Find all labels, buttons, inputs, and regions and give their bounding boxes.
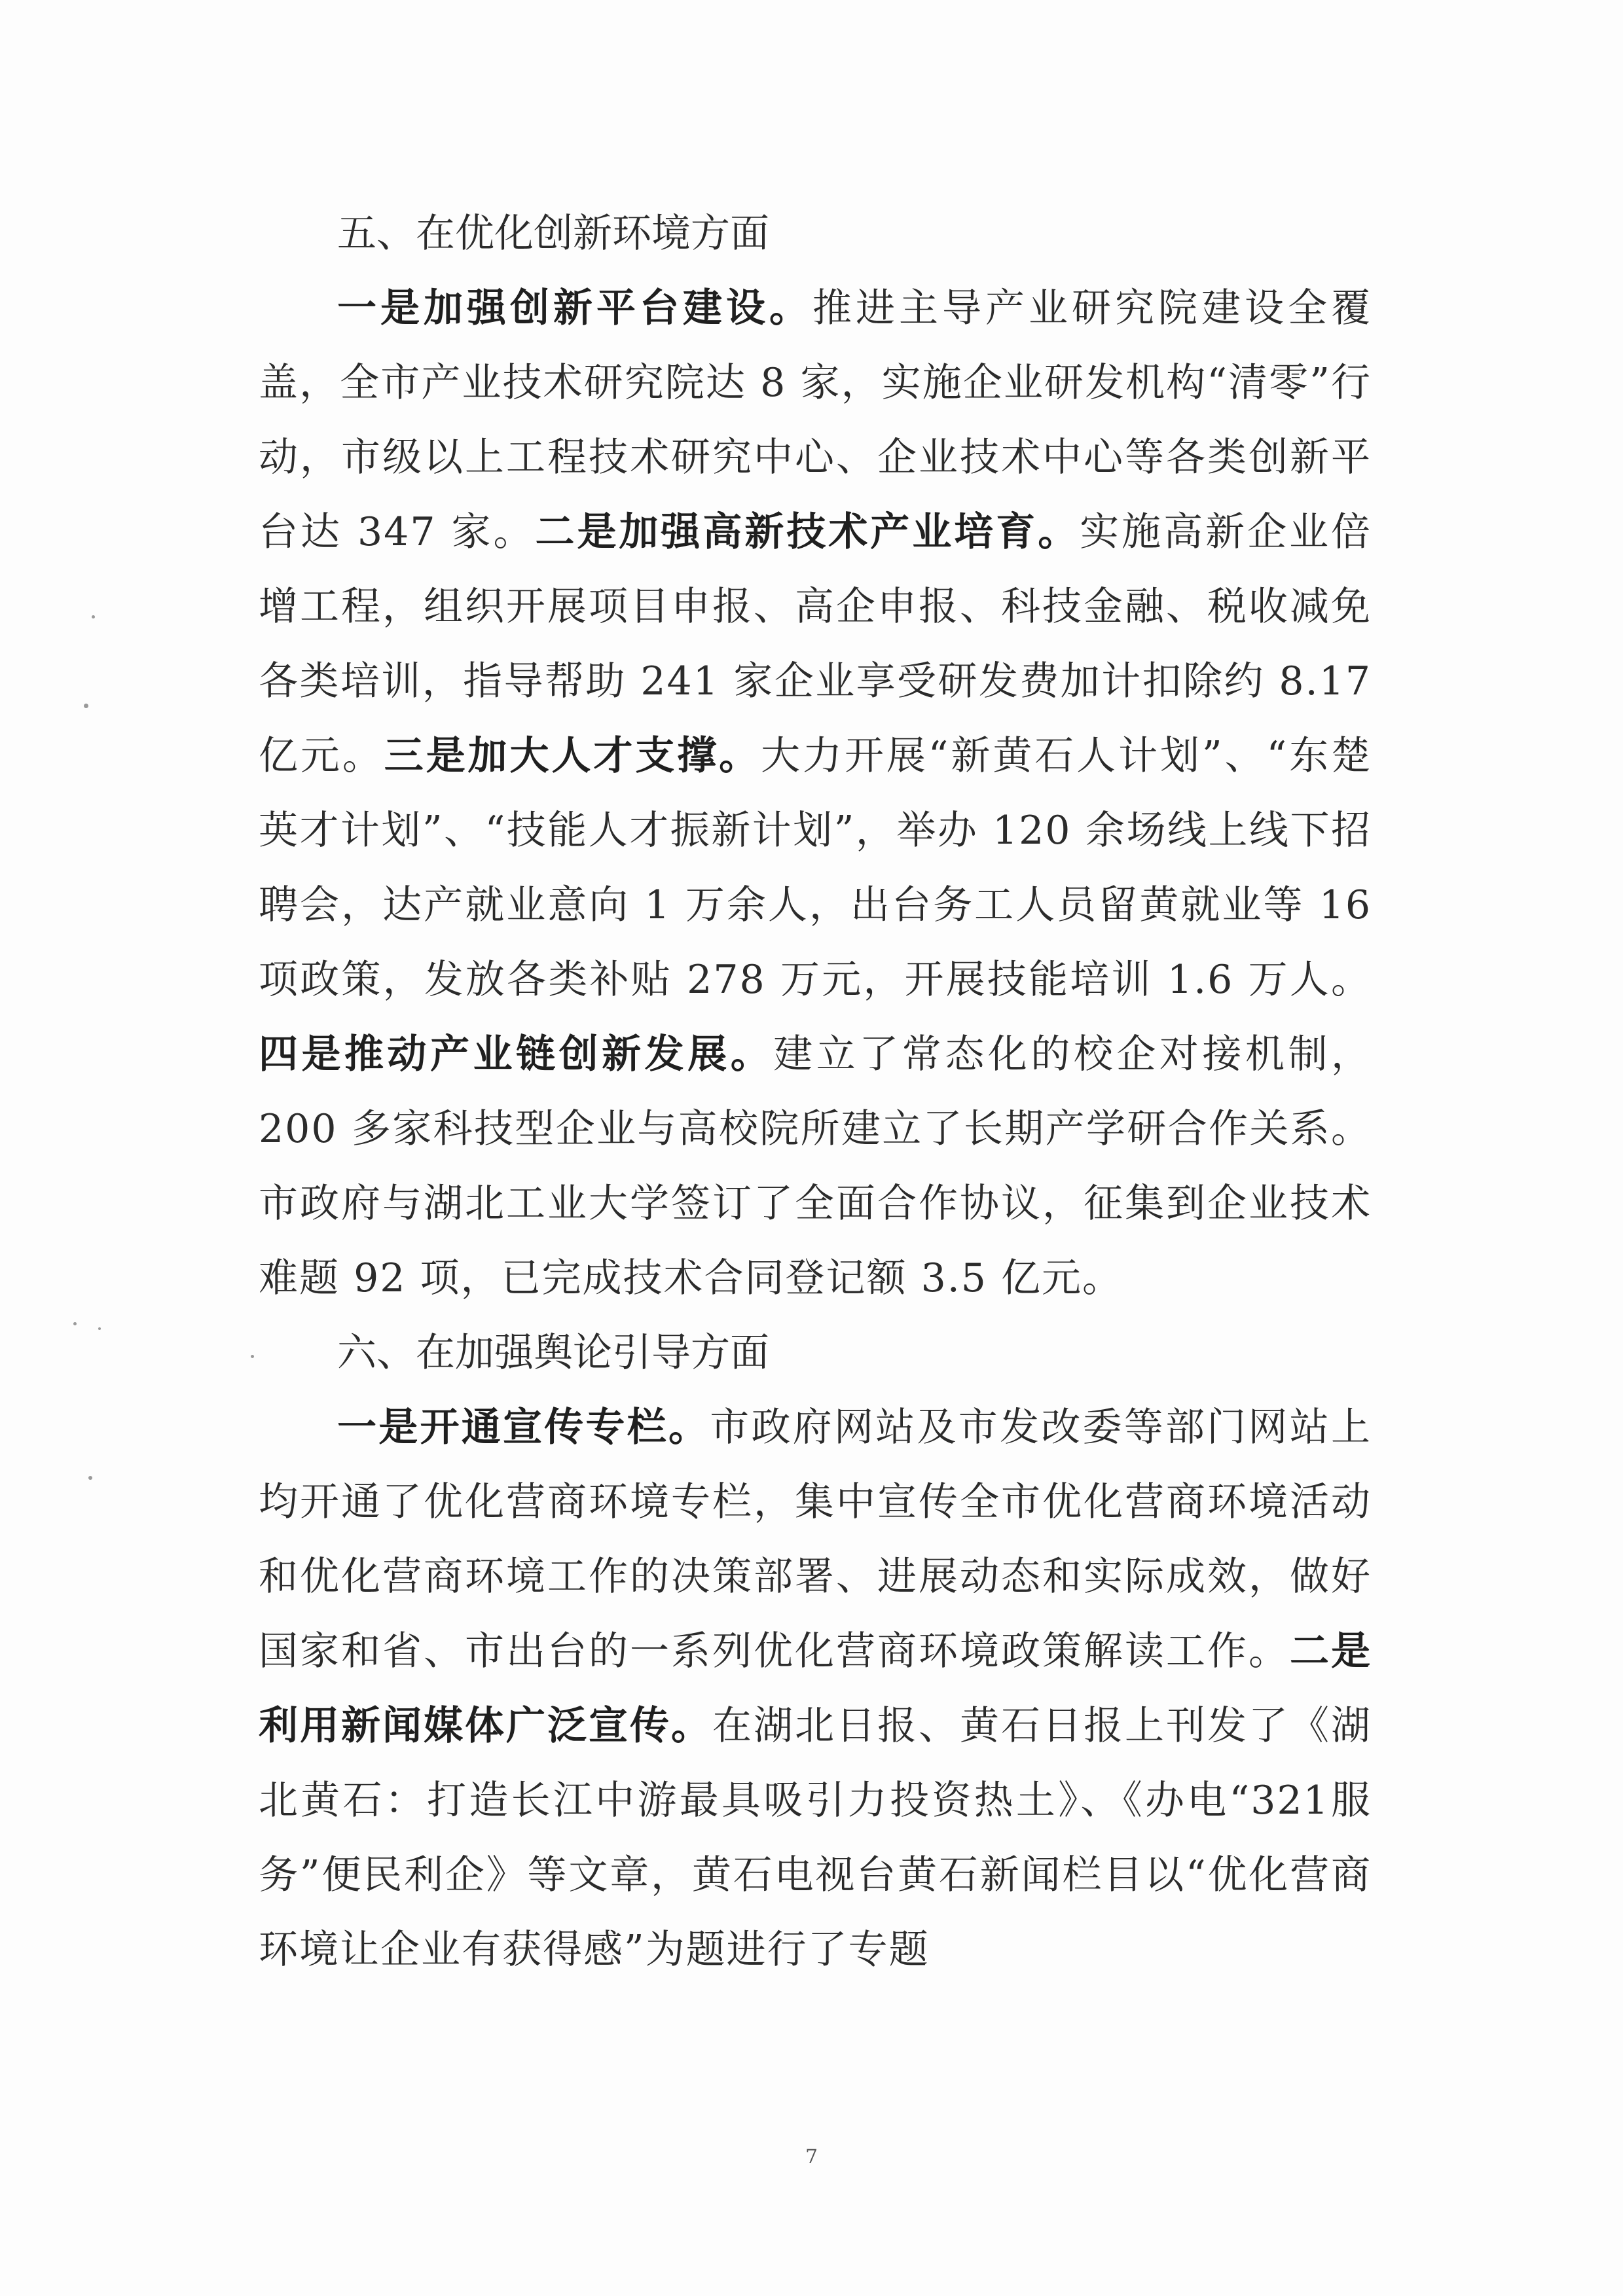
scan-speck [98, 1327, 101, 1330]
scan-speck [251, 1355, 254, 1358]
key-point-talent: 三是加大人才支撑。 [384, 733, 761, 779]
detail-text: 建立了常态化的校企对接机制，200 多家科技型企业与高校院所建立了长期产学研合作关系。市政府与湖北工业大学签订了全面合作协议，征集到企业技术难题 92 项，已完成技术合同登记额 3.5 亿元。 [259, 1031, 1372, 1301]
document-body [259, 196, 1372, 1987]
scan-speck [88, 1476, 92, 1480]
detail-text: 大力开展“新黄石人计划”、“东楚英才计划”、“技能人才振新计划”，举办 120 余场线上线下招聘会，达产就业意向 1 万余人，出台务工人员留黄就业等 16 项政策，发放各类补贴 278 万元，开展技能培训 1.6 万人。 [259, 733, 1372, 1003]
scan-speck [84, 704, 88, 708]
key-point-industry-chain: 四是推动产业链创新发展。 [259, 1031, 774, 1077]
section-paragraph-publicity [259, 1390, 1372, 1987]
section-heading-innovation: 五、在优化创新环境方面 [337, 211, 769, 257]
key-point-platform: 一是加强创新平台建设。 [337, 285, 812, 331]
scan-speck [92, 615, 95, 619]
scan-speck [73, 1322, 77, 1325]
detail-text: 实施高新企业倍增工程，组织开展项目申报、高企申报、科技金融、税收减免各类培训，指导帮助 241 家企业享受研发费加计扣除约 8.17 亿元。 [259, 509, 1372, 779]
detail-text: 推进主导产业研究院建设全覆盖，全市产业技术研究院达 8 家，实施企业研发机构“清零”行动，市级以上工程技术研究中心、企业技术中心等各类创新平台达 347 家。 [259, 285, 1372, 555]
key-point-media: 二是利用新闻媒体广泛宣传。 [259, 1628, 1372, 1749]
detail-text: 在湖北日报、黄石日报上刊发了《湖北黄石：打造长江中游最具吸引力投资热土》、《办电“321服务”便民利企》等文章，黄石电视台黄石新闻栏目以“优化营商环境让企业有获得感”为题进行了专题 [259, 1703, 1372, 1973]
key-point-column: 一是开通宣传专栏。 [337, 1405, 710, 1450]
section-heading-publicity: 六、在加强舆论引导方面 [337, 1330, 769, 1376]
page-number: 7 [805, 2145, 818, 2168]
section-paragraph-innovation [259, 271, 1372, 1316]
key-point-hightech: 二是加强高新技术产业培育。 [535, 509, 1080, 555]
detail-text: 市政府网站及市发改委等部门网站上均开通了优化营商环境专栏，集中宣传全市优化营商环境活动和优化营商环境工作的决策部署、进展动态和实际成效，做好国家和省、市出台的一系列优化营商环境政策解读工作。 [259, 1405, 1372, 1674]
